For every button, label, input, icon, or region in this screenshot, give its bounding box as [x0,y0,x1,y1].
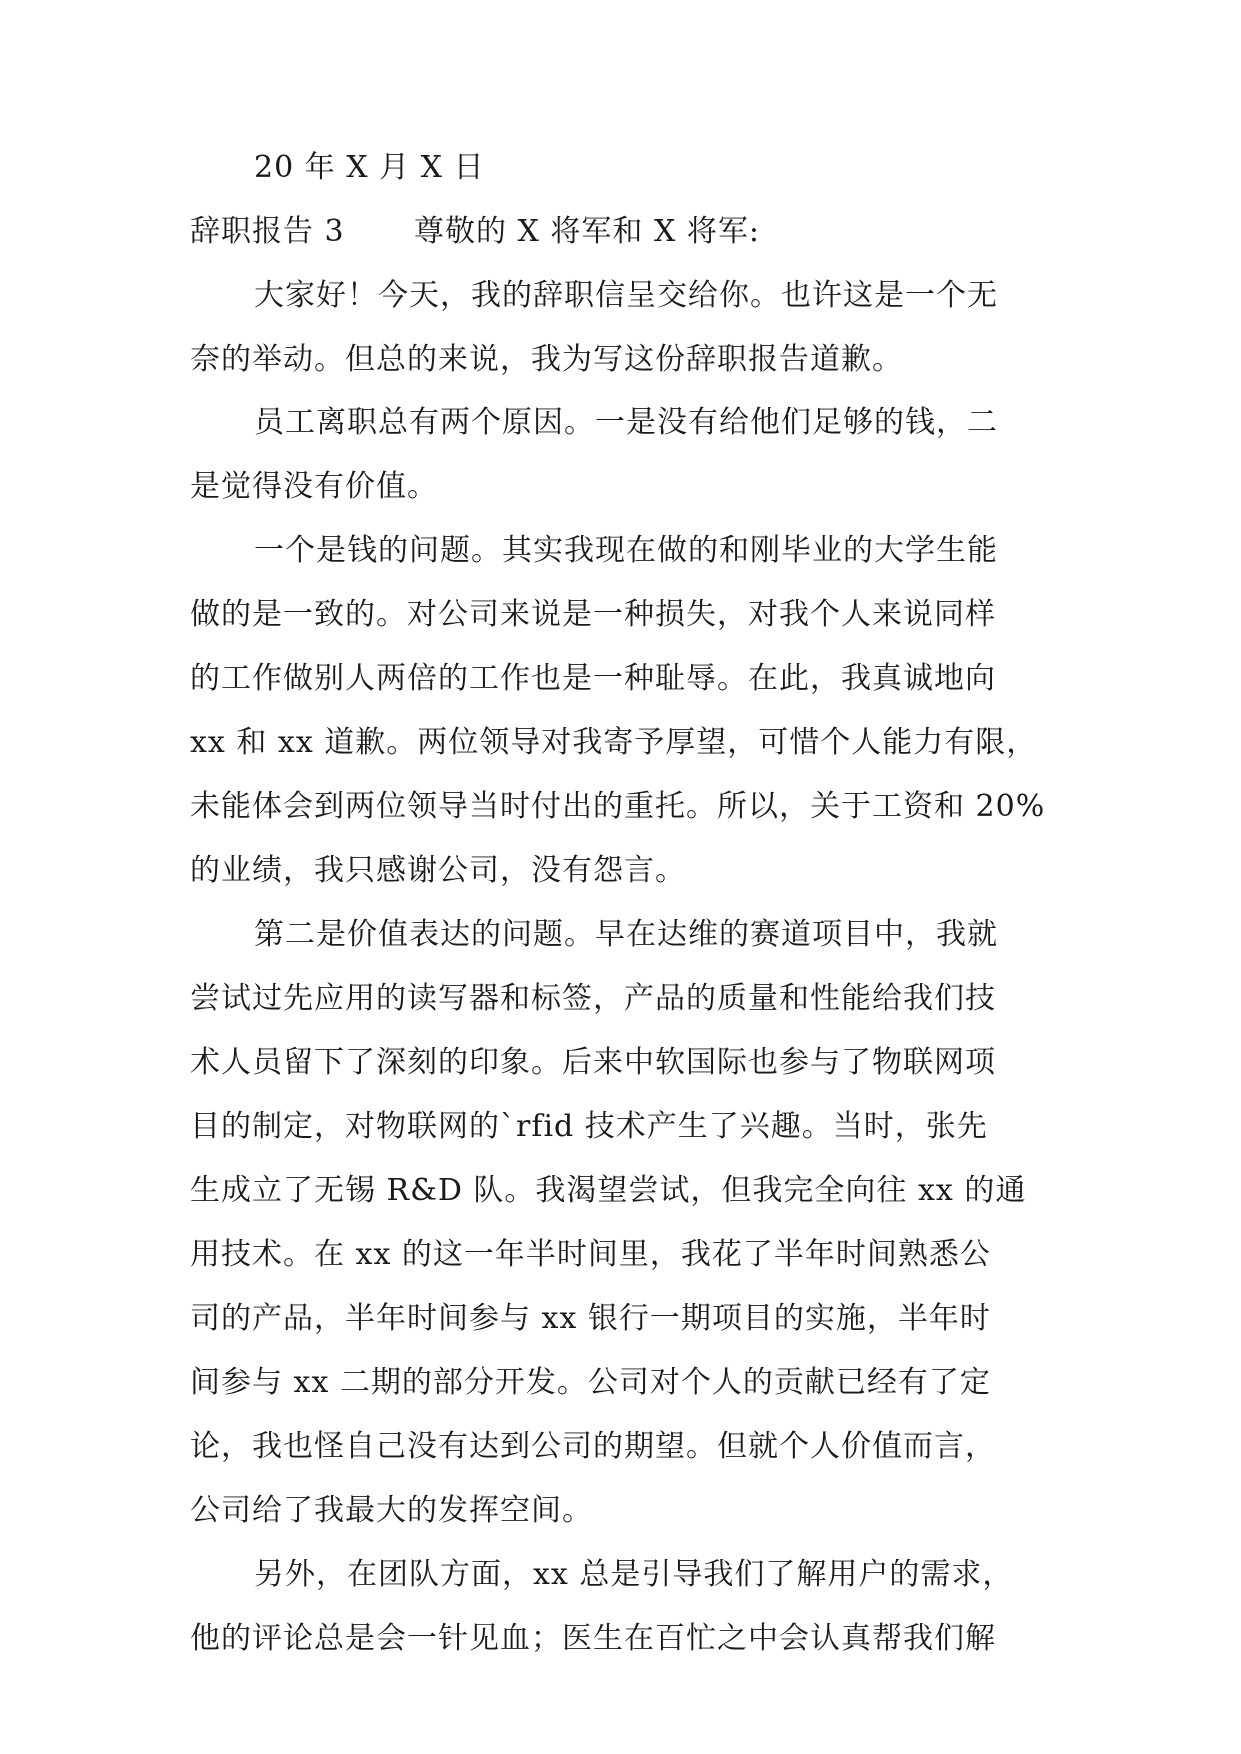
paragraph-line: 第二是价值表达的问题。早在达维的赛道项目中，我就 [254,917,998,952]
paragraph-line: 做的是一致的。对公司来说是一种损失，对我个人来说同样 [190,597,996,632]
paragraph-line: 大家好！今天，我的辞职信呈交给你。也许这是一个无 [254,278,998,313]
paragraph-line: 的工作做别人两倍的工作也是一种耻辱。在此，我真诚地向 [190,661,996,696]
paragraph-line: 目的制定，对物联网的`rfid 技术产生了兴趣。当时，张先 [190,1109,988,1144]
heading-line [190,212,1050,252]
paragraph-line: 一个是钱的问题。其实我现在做的和刚毕业的大学生能 [254,533,998,568]
paragraph-line: 公司给了我最大的发挥空间。 [190,1493,593,1528]
paragraph-line: 奈的举动。但总的来说，我为写这份辞职报告道歉。 [190,342,903,377]
date-line: 20 年 X 月 X 日 [254,150,485,185]
salutation: 尊敬的 X 将军和 X 将军: [414,214,760,249]
paragraph-line: 的业绩，我只感谢公司，没有怨言。 [190,853,686,888]
report-title: 辞职报告 3 [190,214,345,249]
paragraph-line: 未能体会到两位领导当时付出的重托。所以，关于工资和 20% [190,789,1046,824]
paragraph-line: 他的评论总是会一针见血；医生在百忙之中会认真帮我们解 [190,1621,996,1656]
paragraph-line: 尝试过先应用的读写器和标签，产品的质量和性能给我们技 [190,981,996,1016]
paragraph-line: 另外，在团队方面，xx 总是引导我们了解用户的需求， [254,1557,1014,1592]
paragraph-line: 间参与 xx 二期的部分开发。公司对个人的贡献已经有了定 [190,1365,991,1400]
paragraph-line: xx 和 xx 道歉。两位领导对我寄予厚望，可惜个人能力有限， [190,725,1038,760]
paragraph-line: 用技术。在 xx 的这一年半时间里，我花了半年时间熟悉公 [190,1237,991,1272]
paragraph-line: 术人员留下了深刻的印象。后来中软国际也参与了物联网项 [190,1045,996,1080]
paragraph-line: 论，我也怪自己没有达到公司的期望。但就个人价值而言， [190,1429,996,1464]
paragraph-line: 生成立了无锡 R&D 队。我渴望尝试，但我完全向往 xx 的通 [190,1173,1027,1208]
paragraph-line: 员工离职总有两个原因。一是没有给他们足够的钱，二 [254,405,998,440]
paragraph-line: 是觉得没有价值。 [190,469,438,504]
paragraph-line: 司的产品，半年时间参与 xx 银行一期项目的实施，半年时 [190,1301,991,1336]
